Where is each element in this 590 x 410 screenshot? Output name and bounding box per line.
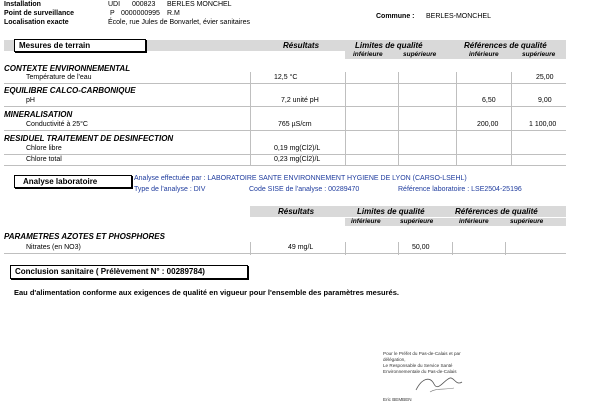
table2-ref-inf: inférieure xyxy=(459,218,489,225)
param-name: Conductivité à 25°C xyxy=(26,121,88,128)
installation-code: UDI xyxy=(108,1,121,8)
lab-analysis-type: Type de l'analyse : DIV xyxy=(134,186,206,193)
param-result: 765 µS/cm xyxy=(278,121,312,128)
signature-name: Eric BEMBEN xyxy=(383,397,412,402)
lab-performed-by: Analyse effectuée par : LABORATOIRE SANTE ENVIRONNEMENT HYGIENE DE LYON (CARSO-LSEHL) xyxy=(134,175,467,182)
table2-ref-sup: supérieure xyxy=(510,218,544,225)
param-result: 0,19 mg(Cl2)/L xyxy=(274,145,321,152)
point-label: Point de surveillance xyxy=(4,10,75,17)
table-row xyxy=(4,155,566,166)
table-row xyxy=(4,144,566,155)
param-name: Chlore libre xyxy=(26,145,62,152)
column-divider xyxy=(345,72,346,166)
section-title: RESIDUEL TRAITEMENT DE DESINFECTION xyxy=(4,134,174,143)
signature-line4: Environnementale du Pas-de-Calais xyxy=(383,369,457,374)
param-result: 49 mg/L xyxy=(288,244,314,251)
param-result: 0,23 mg(Cl2)/L xyxy=(274,156,321,163)
table1-lim-sup: supérieure xyxy=(403,51,437,58)
column-divider xyxy=(505,242,506,255)
column-divider xyxy=(398,242,399,255)
installation-name: BERLES MONCHEL xyxy=(167,1,232,8)
section-title: PARAMETRES AZOTES ET PHOSPHORES xyxy=(4,232,165,241)
section-title: MINERALISATION xyxy=(4,110,73,119)
table1-col-resultats: Résultats xyxy=(283,41,320,50)
point-code: P xyxy=(110,10,115,17)
table1-ref-inf: inférieure xyxy=(469,51,499,58)
table1-col-references: Références de qualité xyxy=(464,41,547,50)
column-divider xyxy=(511,72,512,166)
signature-line3: Le Responsable du Service Santé xyxy=(383,363,453,368)
column-divider xyxy=(250,242,251,255)
column-divider xyxy=(345,242,346,255)
analyse-laboratoire-box xyxy=(14,175,132,188)
param-name: Chlore total xyxy=(26,156,62,163)
section-title: CONTEXTE ENVIRONNEMENTAL xyxy=(4,64,131,73)
column-divider xyxy=(456,72,457,166)
table-row xyxy=(4,96,566,107)
param-name: Nitrates (en NO3) xyxy=(26,244,81,251)
param-ref-sup: 25,00 xyxy=(536,74,554,81)
lab-sise-code: Code SISE de l'analyse : 00289470 xyxy=(249,186,360,193)
table1-lim-inf: inférieure xyxy=(353,51,383,58)
localisation-label: Localisation exacte xyxy=(4,19,69,26)
param-ref-inf: 6,50 xyxy=(482,97,496,104)
param-ref-sup: 9,00 xyxy=(538,97,552,104)
table-row xyxy=(4,243,566,254)
signature-line2: délégation, xyxy=(383,357,406,362)
conclusion-box xyxy=(10,265,248,279)
commune-label: Commune : xyxy=(376,13,415,20)
table2-col-resultats: Résultats xyxy=(278,207,315,216)
param-ref-inf: 200,00 xyxy=(477,121,499,128)
mesures-terrain-title: Mesures de terrain xyxy=(19,41,91,50)
point-id: 0000000995 xyxy=(121,10,160,17)
param-lim-sup: 50,00 xyxy=(412,244,430,251)
table2-col-limites: Limites de qualité xyxy=(357,207,425,216)
column-divider xyxy=(250,72,251,166)
lab-reference: Référence laboratoire : LSE2504-25196 xyxy=(398,186,522,193)
column-divider xyxy=(398,72,399,166)
signature-line1: Pour le Préfet du Pas-de-Calais et par xyxy=(383,351,461,356)
param-result: 7,2 unité pH xyxy=(281,97,319,104)
table2-lim-inf: inférieure xyxy=(351,218,381,225)
table-row xyxy=(4,120,566,131)
param-ref-sup: 1 100,00 xyxy=(529,121,557,128)
point-name: R.M xyxy=(167,10,180,17)
mesures-terrain-box xyxy=(14,39,146,52)
table1-ref-sup: supérieure xyxy=(522,51,556,58)
table2-col-references: Références de qualité xyxy=(455,207,538,216)
installation-label: Installation xyxy=(4,1,41,8)
analyse-laboratoire-title: Analyse laboratoire xyxy=(23,177,98,186)
conclusion-title: Conclusion sanitaire ( Prélèvement N° : 00289784) xyxy=(15,267,205,276)
section-title: EQUILIBRE CALCO-CARBONIQUE xyxy=(4,86,136,95)
installation-id: 000823 xyxy=(132,1,156,8)
param-name: pH xyxy=(26,97,35,104)
commune-value: BERLES-MONCHEL xyxy=(426,13,491,20)
table1-col-limites: Limites de qualité xyxy=(355,41,423,50)
localisation-value: École, rue Jules de Bonvarlet, évier sanitaires xyxy=(108,19,251,26)
param-name: Température de l'eau xyxy=(26,74,92,81)
table2-lim-sup: supérieure xyxy=(400,218,434,225)
conclusion-text: Eau d'alimentation conforme aux exigences de qualité en vigueur pour l'ensemble des paramètres mesurés. xyxy=(14,288,399,297)
handwritten-signature xyxy=(410,374,470,396)
column-divider xyxy=(452,242,453,255)
param-result: 12,5 °C xyxy=(274,74,298,81)
table-row xyxy=(4,73,566,84)
